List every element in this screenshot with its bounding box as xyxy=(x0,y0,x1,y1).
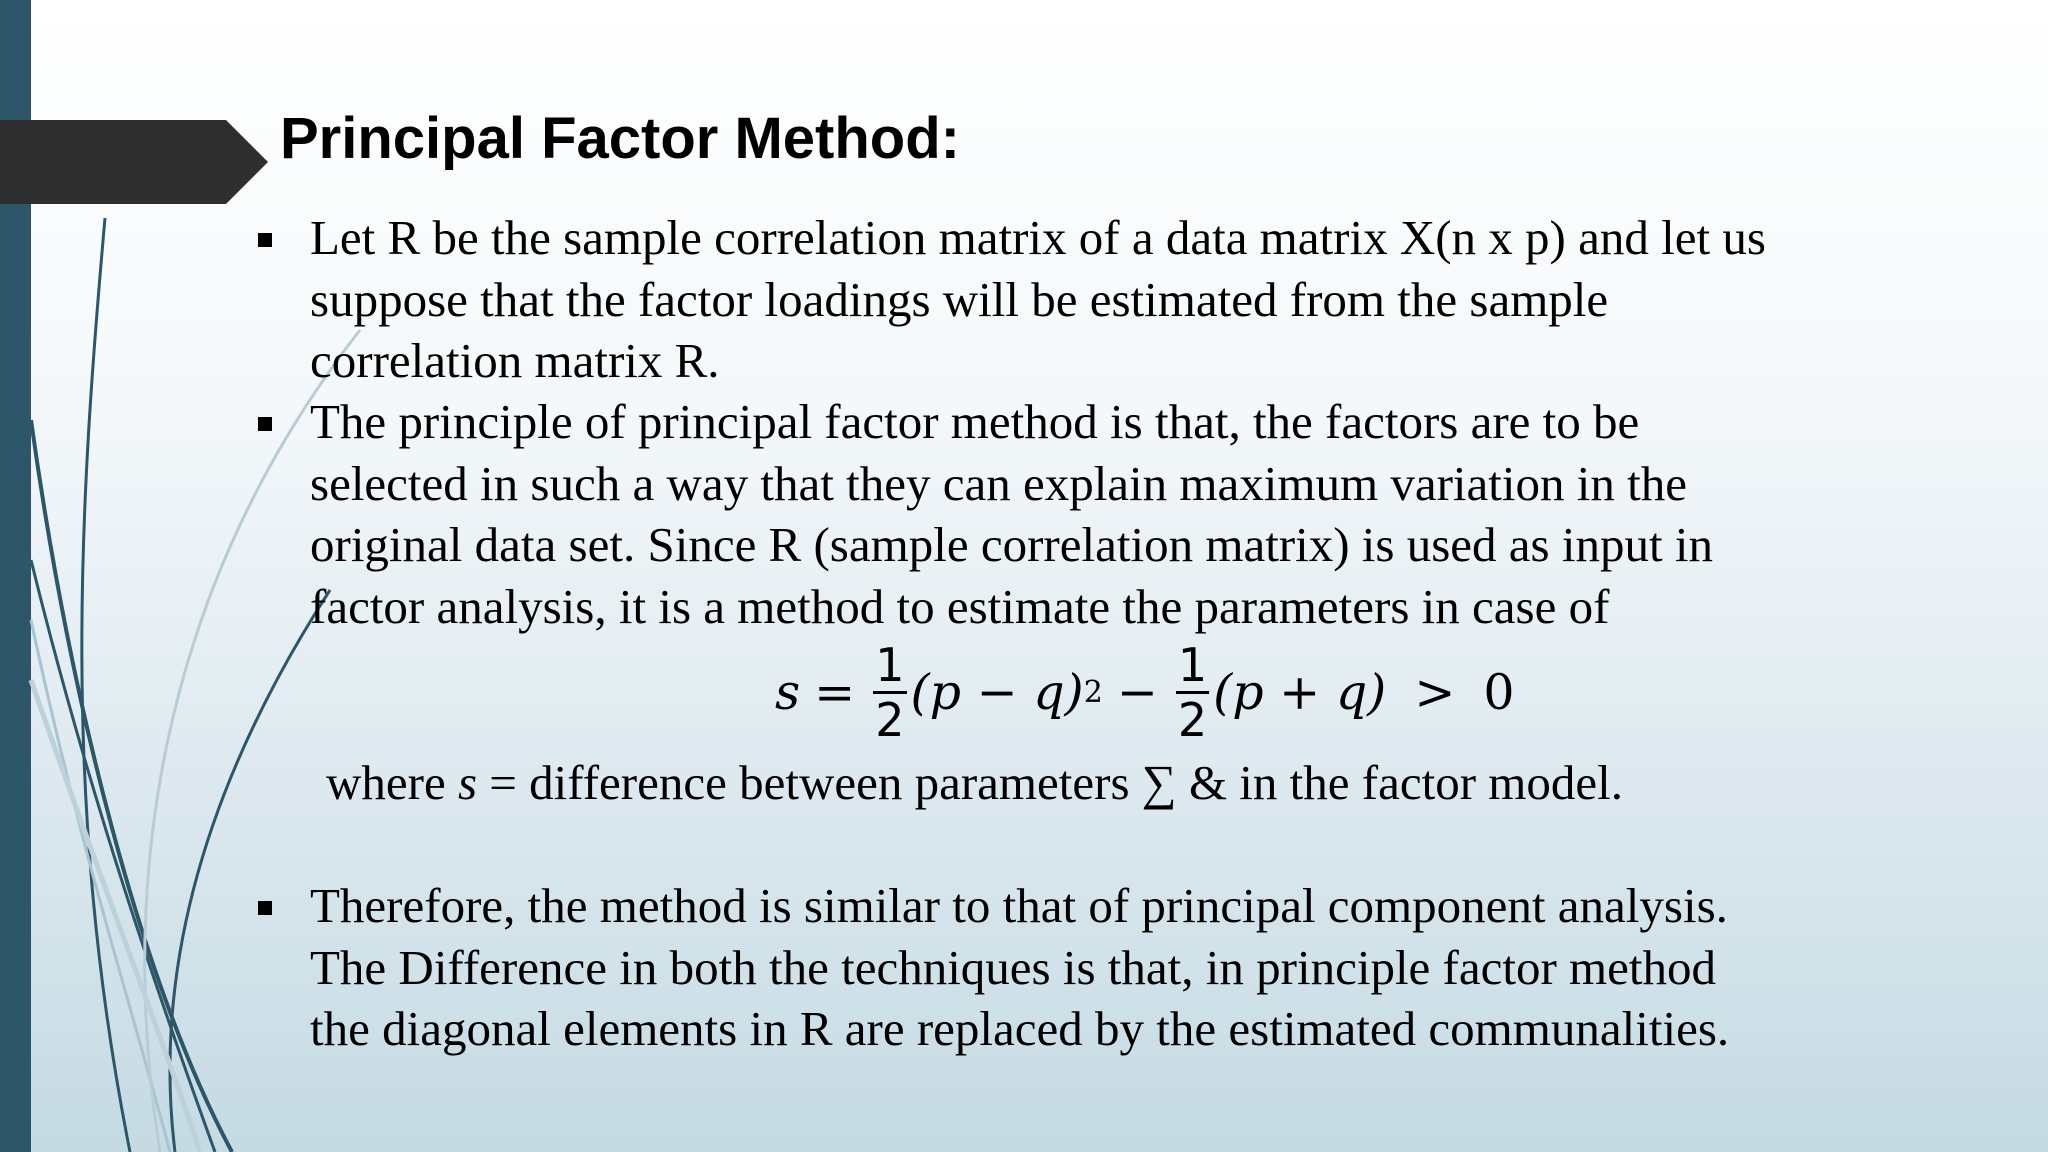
equation-lhs: s xyxy=(775,663,801,721)
equation-term-difference: (p − q) xyxy=(910,663,1084,721)
square-bullet-icon xyxy=(258,417,272,431)
where-text: = difference between parameters ∑ & in the factor model. xyxy=(489,755,1624,810)
bullet-line: correlation matrix R. xyxy=(310,333,720,388)
bullet-item-correlation-matrix xyxy=(310,207,2030,392)
fraction-numerator: 1 xyxy=(875,637,905,692)
equation-exponent: 2 xyxy=(1083,674,1103,710)
bullet-line: original data set. Since R (sample correlation matrix) is used as input in xyxy=(310,517,1713,572)
equation-term-sum: (p + q) xyxy=(1213,663,1387,721)
equation-equals: = xyxy=(814,663,856,721)
equation-rhs: 0 xyxy=(1483,663,1515,721)
fraction-one-half xyxy=(873,639,906,746)
where-prefix: where xyxy=(326,755,446,810)
fraction-one-half xyxy=(1176,639,1209,746)
equation-s xyxy=(775,632,1515,752)
bullet-line: The principle of principal factor method is that, the factors are to be xyxy=(310,394,1640,449)
where-variable: s xyxy=(457,755,478,810)
slide-title: Principal Factor Method: xyxy=(280,106,960,171)
equation-relation: > xyxy=(1414,663,1456,721)
bullet-line: selected in such a way that they can explain maximum variation in the xyxy=(310,455,1688,511)
bullet-line: suppose that the factor loadings will be estimated from the sample xyxy=(310,271,1609,327)
bullet-line: Therefore, the method is similar to that of principal component analysis. xyxy=(310,878,1728,933)
equation-explanation xyxy=(326,752,1623,814)
fraction-denominator: 2 xyxy=(875,692,905,747)
square-bullet-icon xyxy=(258,901,272,915)
square-bullet-icon xyxy=(258,233,272,247)
fraction-denominator: 2 xyxy=(1177,692,1208,747)
bullet-line: factor analysis, it is a method to estimate the parameters in case of xyxy=(310,578,1610,634)
bullet-line: The Difference in both the techniques is that, in principle factor method xyxy=(310,939,1717,995)
equation-minus: − xyxy=(1116,663,1158,721)
fraction-numerator: 1 xyxy=(1177,637,1208,692)
bullet-item-comparison xyxy=(310,875,2030,1060)
bullet-item-principle xyxy=(310,391,2030,637)
bullet-line: Let R be the sample correlation matrix of a data matrix X(n x p) and let us xyxy=(310,210,1766,265)
bullet-line: the diagonal elements in R are replaced by the estimated communalities. xyxy=(310,1001,1730,1056)
